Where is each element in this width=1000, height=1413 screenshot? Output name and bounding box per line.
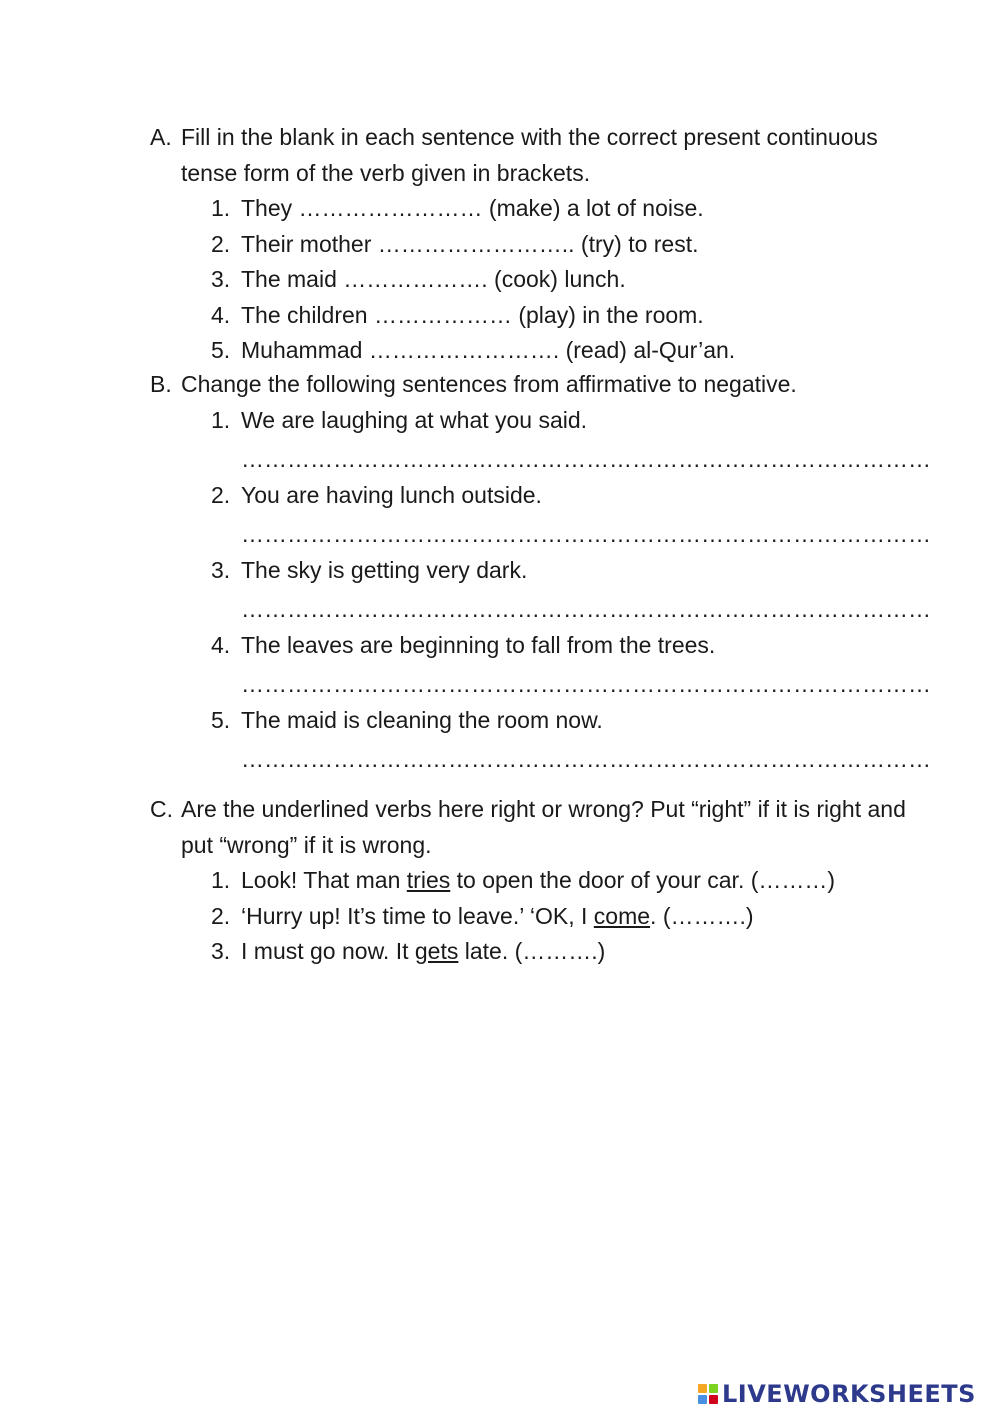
section-b xyxy=(150,367,931,778)
item-text: They …………………… (make) a lot of noise. xyxy=(241,195,704,221)
answer-field[interactable]: ……………………………………………………………………………… xyxy=(241,746,931,772)
logo-square xyxy=(698,1384,707,1393)
logo-square xyxy=(709,1384,718,1393)
list-item[interactable] xyxy=(211,899,910,935)
item-text: Muhammad ……………………. (read) al-Qur’an. xyxy=(241,337,736,363)
answer-field[interactable]: ……………………………………………………………………………… xyxy=(241,446,931,472)
section-a xyxy=(150,120,910,369)
liveworksheets-logo xyxy=(698,1379,976,1409)
section-c-instruction: Are the underlined verbs here right or wrong? Put “right” if it is right and put “wrong” if it is wrong. xyxy=(181,796,906,858)
list-item[interactable] xyxy=(211,298,910,334)
underlined-verb: gets xyxy=(414,938,459,964)
item-text-after: . (……….) xyxy=(650,902,754,929)
item-number: 2. xyxy=(211,902,231,929)
item-number: 1. xyxy=(211,867,231,893)
item-text-after: late. (……….) xyxy=(458,938,606,964)
item-text: The children ……………… (play) in the room. xyxy=(241,301,704,328)
liveworksheets-logo-icon xyxy=(698,1384,718,1404)
item-text-before: I must go now. It xyxy=(241,938,415,964)
list-item[interactable] xyxy=(211,863,910,899)
section-a-instruction: Fill in the blank in each sentence with the correct present continuous tense form of the verb given in brackets. xyxy=(181,124,878,186)
item-number: 2. xyxy=(211,481,231,508)
answer-field[interactable]: ……………………………………………………………………………… xyxy=(241,596,931,622)
item-number: 3. xyxy=(211,556,231,583)
section-c-letter: C. xyxy=(150,796,173,822)
list-item[interactable] xyxy=(211,333,910,369)
item-text-after: to open the door of your car. (………) xyxy=(450,867,836,893)
underlined-verb: tries xyxy=(406,867,451,893)
section-c xyxy=(150,792,910,970)
list-item[interactable] xyxy=(211,227,910,263)
list-item[interactable] xyxy=(211,262,910,298)
section-b-list xyxy=(150,403,931,778)
list-item xyxy=(211,703,931,778)
logo-square xyxy=(709,1395,718,1404)
section-b-letter: B. xyxy=(150,371,172,397)
section-c-list xyxy=(150,863,910,970)
item-number: 2. xyxy=(211,230,231,257)
item-number: 4. xyxy=(211,301,231,328)
item-number: 3. xyxy=(211,266,231,292)
item-number: 5. xyxy=(211,706,231,733)
item-text: The maid is cleaning the room now. xyxy=(241,706,603,733)
section-a-list xyxy=(150,191,910,369)
list-item xyxy=(211,403,931,478)
item-text-before: ‘Hurry up! It’s time to leave.’ ‘OK, I xyxy=(241,902,594,929)
item-number: 4. xyxy=(211,631,231,658)
underlined-verb: come xyxy=(593,902,651,929)
list-item xyxy=(211,628,931,703)
list-item xyxy=(211,478,931,553)
answer-field[interactable]: ……………………………………………………………………………… xyxy=(241,521,931,547)
list-item[interactable] xyxy=(211,191,910,227)
item-text: The maid ………………. (cook) lunch. xyxy=(241,266,626,292)
item-text-before: Look! That man xyxy=(241,867,407,893)
item-text: You are having lunch outside. xyxy=(241,481,542,508)
item-number: 5. xyxy=(211,337,231,363)
list-item[interactable] xyxy=(211,934,910,970)
item-text: The sky is getting very dark. xyxy=(241,556,528,583)
answer-field[interactable]: ……………………………………………………………………………… xyxy=(241,671,931,697)
logo-text: LIVEWORKSHEETS xyxy=(722,1380,976,1408)
item-text: Their mother …………………….. (try) to rest. xyxy=(241,230,699,257)
item-text: The leaves are beginning to fall from the trees. xyxy=(241,631,716,658)
section-b-instruction: Change the following sentences from affirmative to negative. xyxy=(181,371,797,397)
item-number: 3. xyxy=(211,938,231,964)
list-item xyxy=(211,553,931,628)
item-number: 1. xyxy=(211,406,231,433)
item-text: We are laughing at what you said. xyxy=(241,406,588,433)
section-a-letter: A. xyxy=(150,124,172,150)
logo-square xyxy=(698,1395,707,1404)
item-number: 1. xyxy=(211,195,231,221)
